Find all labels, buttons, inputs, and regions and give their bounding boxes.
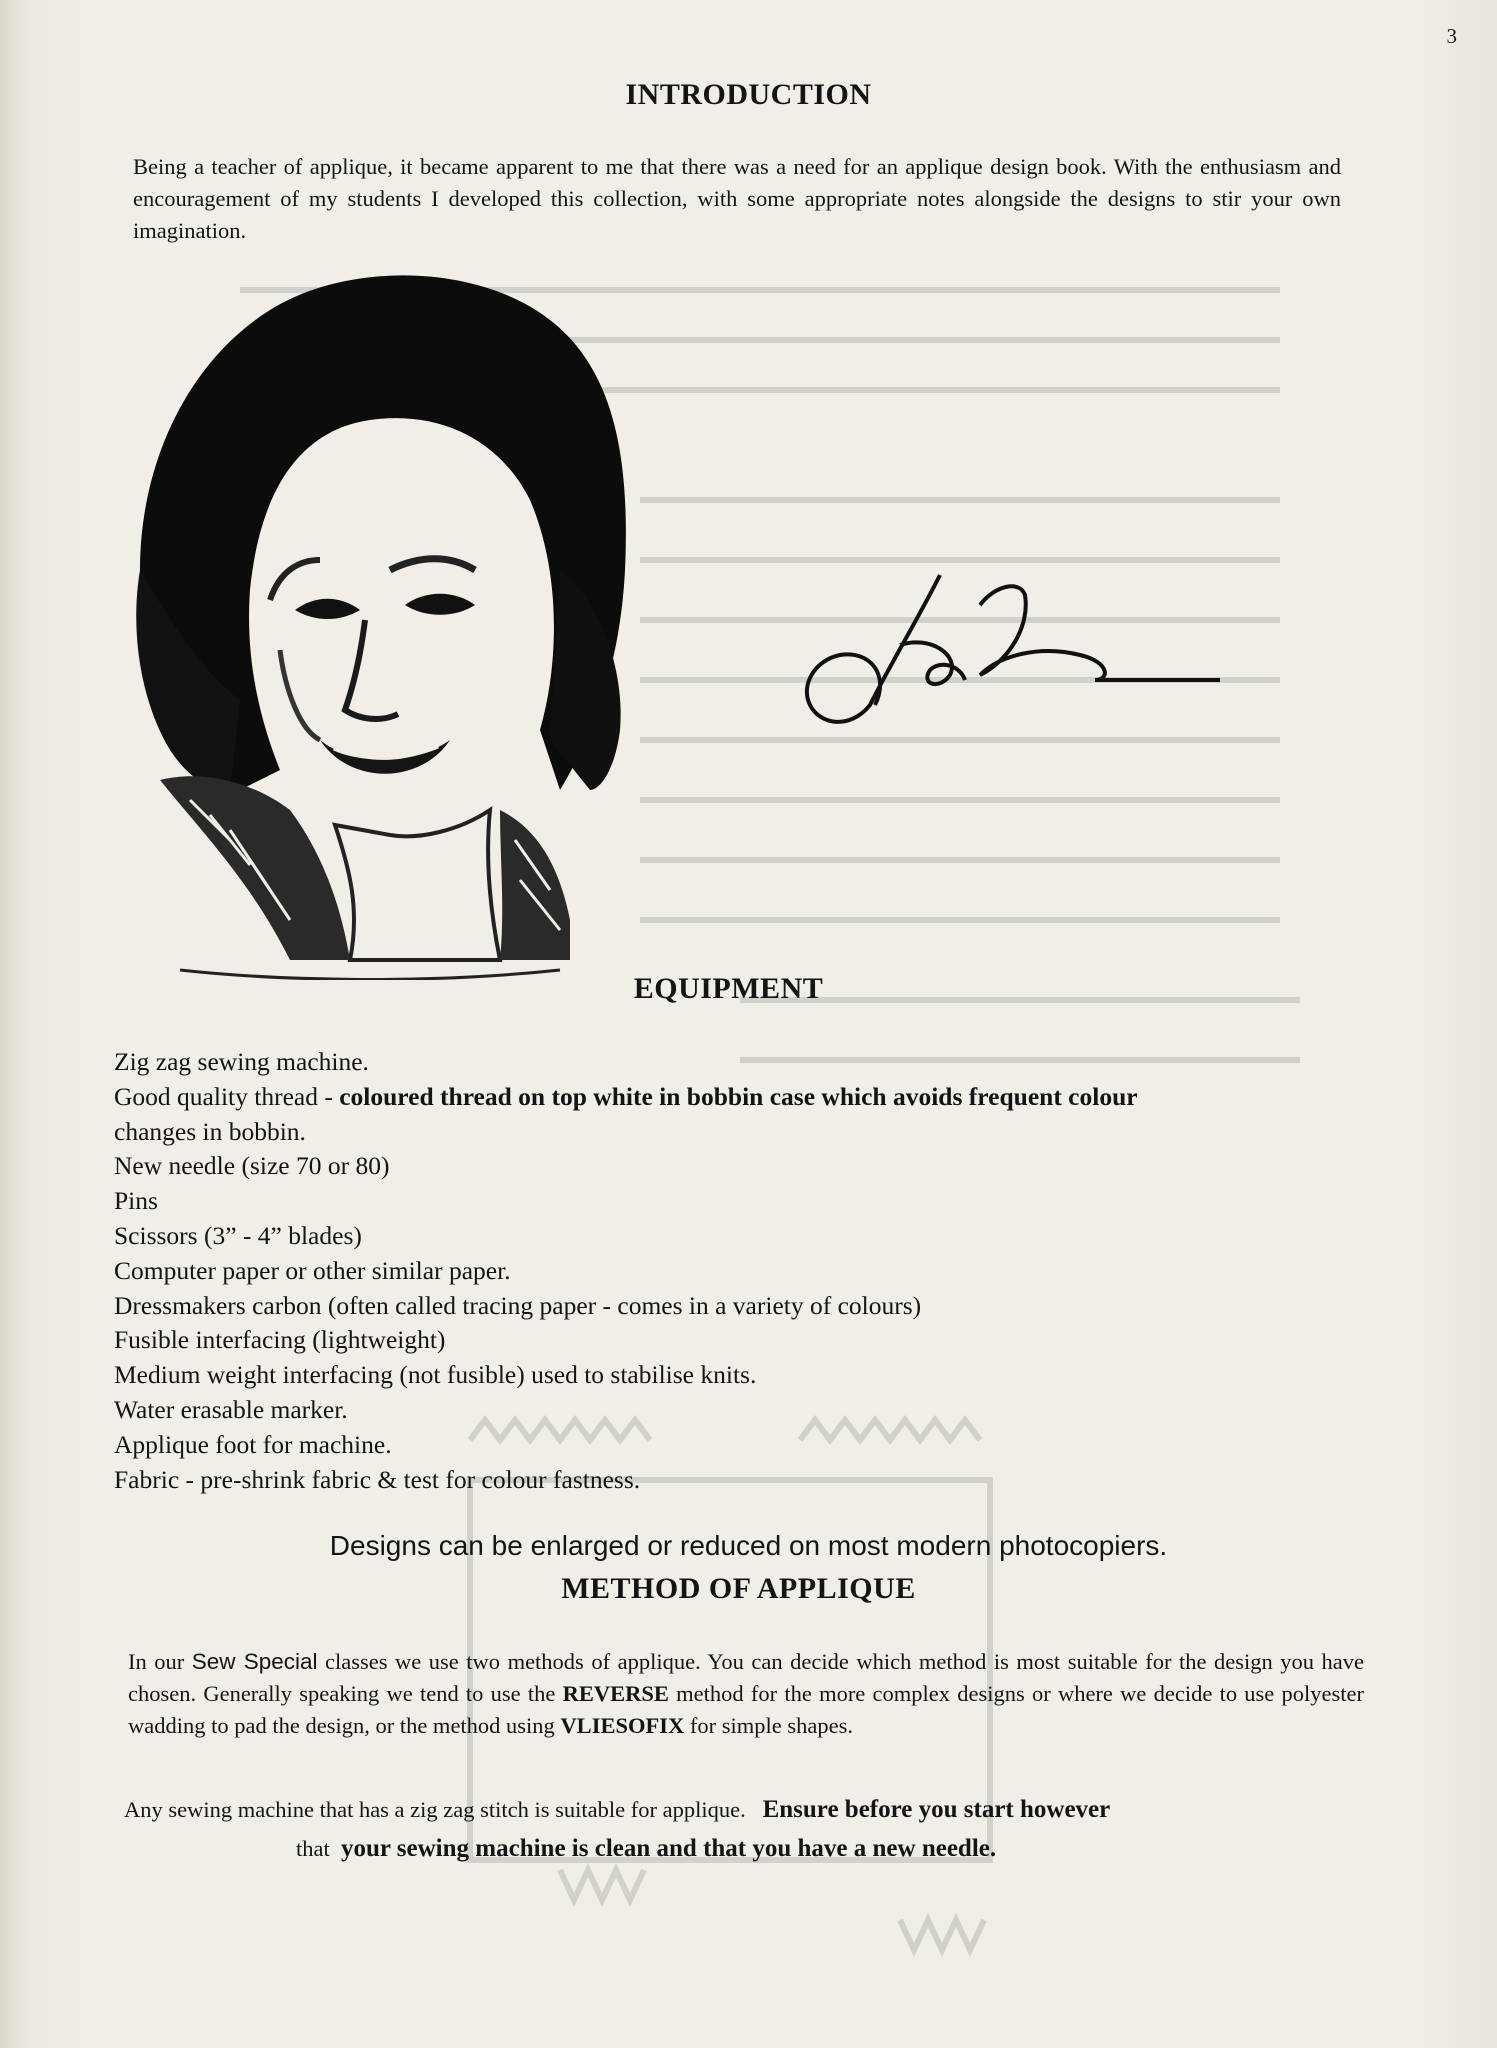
- equipment-item: Applique foot for machine.: [114, 1429, 392, 1459]
- equipment-item: Water erasable marker.: [114, 1394, 348, 1424]
- equipment-item: Computer paper or other similar paper.: [114, 1255, 511, 1285]
- handwritten-signature-icon: [780, 565, 1230, 735]
- equipment-item: changes in bobbin.: [114, 1116, 306, 1146]
- equipment-heading: EQUIPMENT: [633, 972, 824, 1005]
- method-paragraph: In our Sew Special classes we use two methods of applique. You can decide which method is most suitable for the design you have chosen. Generally speaking we tend to use the REVERSE method for the more complex designs or where we decide to use polyester wadding to pad the design, or the method using VLIESOFIX for simple shapes.: [128, 1649, 1364, 1738]
- equipment-item: Fabric - pre-shrink fabric & test for colour fastness.: [114, 1464, 641, 1494]
- page-number: 3: [1446, 24, 1457, 48]
- introduction-heading: INTRODUCTION: [625, 78, 872, 111]
- equipment-list: [114, 1045, 1364, 1497]
- machine-note-line-2: that your sewing machine is clean and that you have a new needle.: [296, 1835, 997, 1862]
- equipment-item: New needle (size 70 or 80): [114, 1151, 390, 1181]
- equipment-item: Scissors (3” - 4” blades): [114, 1220, 362, 1250]
- equipment-item: Medium weight interfacing (not fusible) used to stabilise knits.: [114, 1360, 757, 1390]
- portrait-drawing-icon: [120, 270, 660, 980]
- photocopy-note: Designs can be enlarged or reduced on most modern photocopiers.: [329, 1530, 1168, 1561]
- equipment-item: Fusible interfacing (lightweight): [114, 1325, 446, 1355]
- machine-note-line-1: Any sewing machine that has a zig zag stitch is suitable for applique. Ensure before you start however: [124, 1796, 1111, 1823]
- equipment-item: Dressmakers carbon (often called tracing paper - comes in a variety of colours): [114, 1290, 922, 1320]
- introduction-paragraph: Being a teacher of applique, it became apparent to me that there was a need for an applique design book. With the enthusiasm and encouragement of my students I developed this collection, with some appropriate notes alongside the designs to stir your own imagination.: [133, 154, 1341, 243]
- equipment-item: Pins: [114, 1186, 158, 1216]
- equipment-item: Good quality thread - coloured thread on top white in bobbin case which avoids frequent colour: [114, 1081, 1138, 1111]
- method-heading: METHOD OF APPLIQUE: [561, 1572, 916, 1605]
- equipment-item: Zig zag sewing machine.: [114, 1047, 369, 1076]
